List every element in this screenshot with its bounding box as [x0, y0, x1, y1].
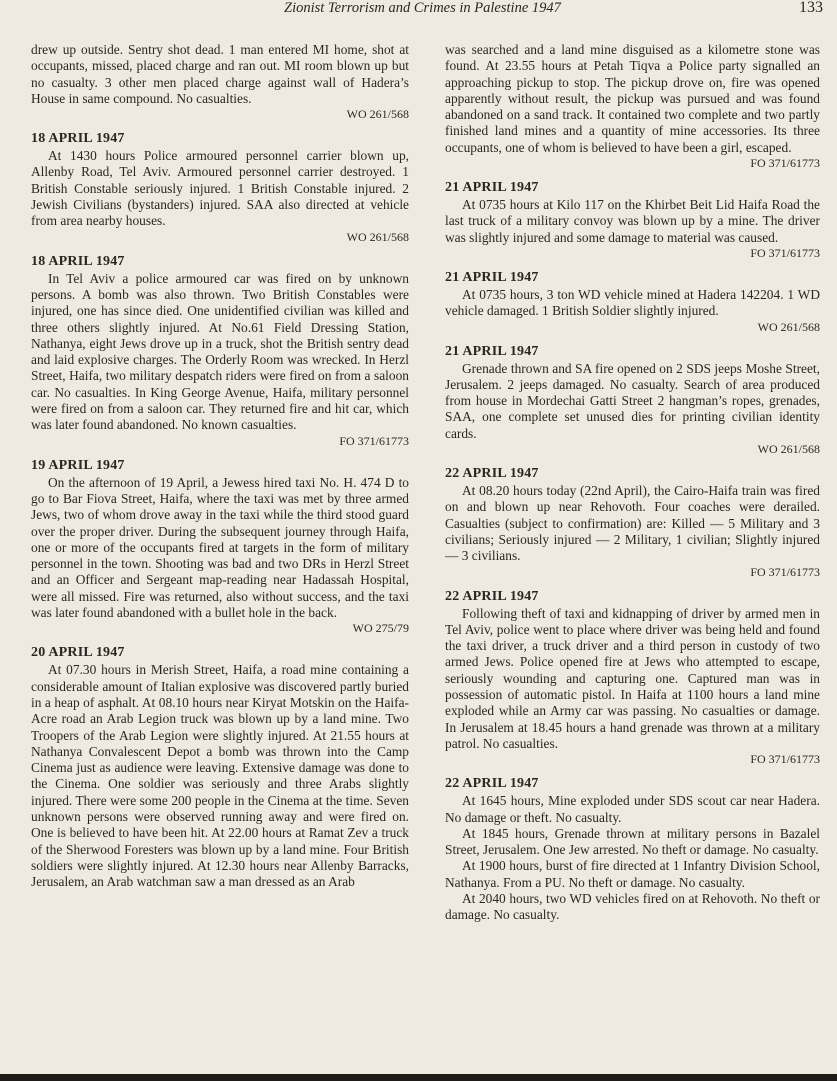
archive-reference: WO 275/79	[352, 621, 409, 636]
page-number: 133	[799, 0, 823, 16]
entry	[445, 270, 820, 335]
entry-body: Following theft of taxi and kidnapping of driver by armed men in Tel Aviv, police went to place where driver was being held and found the taxi driver, a truck driver and a third person in custody of two armed Jews. Police opened fire at Jews who attempted to escape, seriously wounding and capturing one. Captured man was in possession of automatic pistol. In Haifa at 1100 hours a land mine exploded while an Army car was passing. No casualties or damage. In Jerusalem at 18.45 hours a hand grenade was thrown at a military patrol. No casualties.	[445, 605, 820, 751]
entry	[31, 254, 409, 449]
entry-date: 21 APRIL 1947	[445, 180, 539, 196]
entry-continued	[445, 42, 820, 171]
archive-reference: FO 371/61773	[750, 245, 820, 260]
entry	[445, 466, 820, 579]
entry-date: 18 APRIL 1947	[31, 131, 125, 147]
entry-date: 22 APRIL 1947	[445, 776, 539, 792]
entry-body: At 07.30 hours in Merish Street, Haifa, a road mine containing a considerable amount of Italian explosive was discovered partly buried in a heap of asphalt. At 08.10 hours near Kiryat Motskin on the Haifa-Acre road an Arab Legion truck was blown up by a land mine. Two Troopers of the Arab Legion were slightly injured. At 21.55 hours at Nathanya Convalescent Depot a bomb was thrown into the Camp Cinema just as audience were leaving. Extensive damage was done to the Cinema. One soldier was seriously and three Arabs slightly injured. There were some 200 people in the Cinema at the time. Seven unknown persons were observed running away and were fired on. One is believed to have been hit. At 22.00 hours at Ramat Zev a truck of the Sherwood Foresters was blown up by a land mine. Four British soldiers were slightly injured. At 12.30 hours near Allenby Barracks, Jerusalem, an Arab watchman saw a man dressed as an Arab	[31, 662, 409, 890]
entry-body: At 1430 hours Police armoured personnel carrier blown up, Allenby Road, Tel Aviv. Armoured personnel carrier destroyed. 1 British Constable seriously injured. 1 British Constable injured. 2 Jewish Civilians (bystanders) injured. SAA also directed at vehicle from area nearby houses.	[31, 148, 409, 229]
archive-reference: WO 261/568	[346, 107, 409, 122]
entry-body: was searched and a land mine disguised as a kilometre stone was found. At 23.55 hours at Petah Tiqva a Police party signalled an approaching pickup to stop. The pickup drove on, fire was opened apparently without result, the pickup was pursued and was found abandoned on a sand track. It contained two complete and two partly finished land mines and a quantity of mine accessories. Its three occupants, one of whom is believed to have been a girl, escaped.	[445, 42, 820, 155]
archive-reference: WO 261/568	[346, 229, 409, 244]
archive-reference: WO 261/568	[757, 442, 820, 457]
entry-body: drew up outside. Sentry shot dead. 1 man entered MI home, shot at occupants, missed, placed charge and ran out. MI room blown up but no casualty. 3 other men placed charge against wall of Hadera’s House in same compound. No casualties.	[31, 42, 409, 106]
entry-date: 20 APRIL 1947	[31, 645, 125, 661]
entry-body: At 0735 hours, 3 ton WD vehicle mined at Hadera 142204. 1 WD vehicle damaged. 1 British Soldier slightly injured.	[445, 286, 820, 319]
entry-paragraph: At 1845 hours, Grenade thrown at military persons in Bazalel Street, Jerusalem. One Jew arrested. No theft or damage. No casualty.	[445, 825, 820, 858]
entry	[31, 458, 409, 637]
entry-date: 18 APRIL 1947	[31, 253, 125, 269]
entry	[445, 180, 820, 261]
entry-body: At 08.20 hours today (22nd April), the Cairo-Haifa train was fired on and blown up near Rehovoth. Four coaches were derailed. Casualties (subject to confirmation) are: Killed — 5 Military and 3 civilians; Seriously injured — 2 Military, 1 civilian; Slightly injured — 3 civilians.	[445, 483, 820, 564]
entry-paragraph: At 1645 hours, Mine exploded under SDS scout car near Hadera. No damage or theft. No casualty.	[445, 793, 820, 825]
running-title: Zionist Terrorism and Crimes in Palestine 1947	[284, 0, 561, 16]
archive-reference: FO 371/61773	[750, 752, 820, 767]
entry-date: 19 APRIL 1947	[31, 457, 125, 473]
entry-body: On the afternoon of 19 April, a Jewess hired taxi No. H. 474 D to go to Bar Fiova Street, Haifa, where the taxi was met by three armed Jews, two of whom drove away in the taxi while the third stood guard over the proper driver. During the subsequent journey through Haifa, one or more of the occupants fired at targets in the form of military personnel in the town. Shooting was bad and two DRs in Herzl Street and an Officer and Sergeant map-reading near Hadassah Hospital, were all missed. Fire was returned, also without success, and the taxi was later found abandoned with a bullet hole in the back.	[31, 474, 409, 621]
entry-date: 21 APRIL 1947	[445, 269, 539, 285]
left-column	[31, 42, 409, 899]
entry	[31, 131, 409, 244]
entry-body: At 0735 hours at Kilo 117 on the Khirbet Beit Lid Haifa Road the last truck of a military convoy was blown up by a mine. The driver was slightly injured and some damage to material was caused.	[445, 197, 820, 245]
entry	[445, 776, 820, 923]
archive-reference: FO 371/61773	[750, 156, 820, 171]
right-column	[445, 42, 820, 933]
entry	[31, 645, 409, 890]
entry	[445, 344, 820, 457]
entry-continued	[31, 42, 409, 122]
entry-body: In Tel Aviv a police armoured car was fired on by unknown persons. A bomb was also thrown. Two British Constables were injured, one has since died. One unidentified civilian was killed and three others slightly injured. At No.61 Field Dressing Station, Nathanya, eight Jews drove up in a truck, shot the British sentry dead and laid explosive charges. The Orderly Room was wrecked. In Herzl Street, Haifa, two military despatch riders were fired on from a saloon car. No casualties. In King George Avenue, Haifa, military personnel were fired on from a saloon car. They returned fire and hit car, which was later found abandoned. No known casualties.	[31, 270, 409, 433]
archive-reference: WO 261/568	[757, 319, 820, 334]
running-header	[0, 0, 837, 22]
entry-date: 22 APRIL 1947	[445, 466, 539, 482]
bottom-edge	[0, 1074, 837, 1081]
archive-reference: FO 371/61773	[339, 433, 409, 448]
entry-date: 21 APRIL 1947	[445, 343, 539, 359]
entry	[445, 589, 820, 768]
entry-paragraph: At 2040 hours, two WD vehicles fired on at Rehovoth. No theft or damage. No casualty.	[445, 890, 820, 923]
entry-paragraph: At 1900 hours, burst of fire directed at 1 Infantry Division School, Nathanya. From a PU. No theft or damage. No casualty.	[445, 858, 820, 890]
archive-reference: FO 371/61773	[750, 564, 820, 579]
entry-body: Grenade thrown and SA fire opened on 2 SDS jeeps Moshe Street, Jerusalem. 2 jeeps damaged. No casualty. Search of area produced from house in Mordechai Gatti Street 2 hangman’s ropes, grenades, SAA, one complete set unused dies for printing civilian identity cards.	[445, 360, 820, 441]
entry-date: 22 APRIL 1947	[445, 588, 539, 604]
